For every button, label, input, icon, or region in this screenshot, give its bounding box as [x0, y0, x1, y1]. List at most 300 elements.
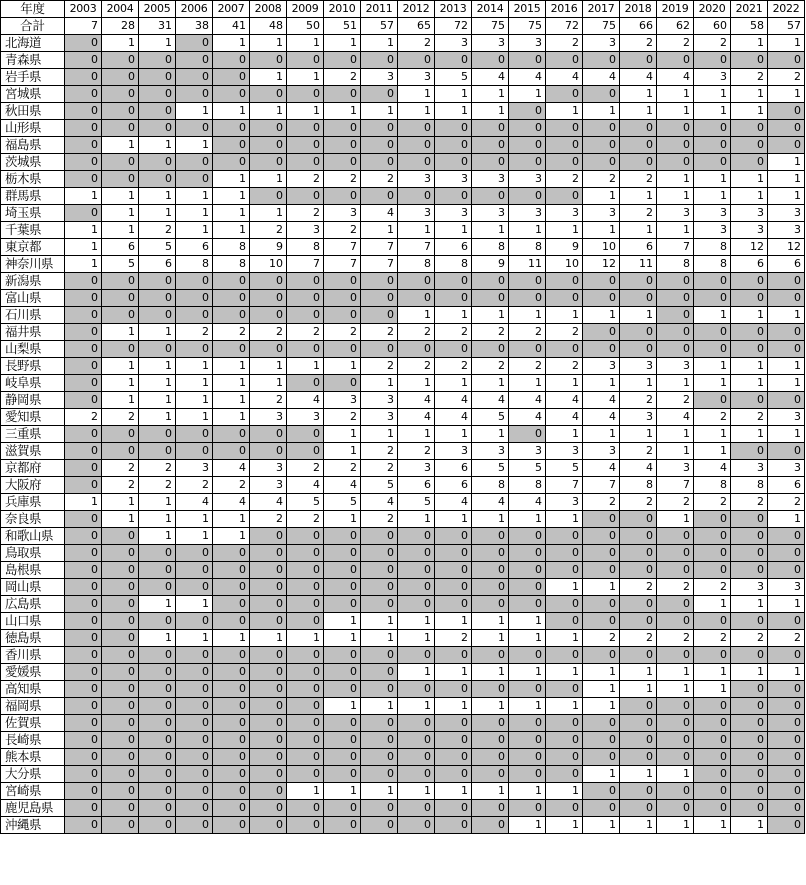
value-cell: 0	[398, 749, 435, 766]
value-cell: 1	[398, 511, 435, 528]
value-cell: 1	[694, 103, 731, 120]
value-cell: 1	[472, 426, 509, 443]
value-cell: 1	[213, 409, 250, 426]
value-cell: 0	[509, 545, 546, 562]
prefecture-name: 鹿児島県	[1, 800, 65, 817]
year-header-17: 2020	[694, 1, 731, 18]
value-cell: 0	[324, 188, 361, 205]
value-cell: 0	[657, 715, 694, 732]
value-cell: 0	[213, 749, 250, 766]
year-header-11: 2014	[472, 1, 509, 18]
value-cell: 0	[546, 732, 583, 749]
value-cell: 0	[65, 460, 102, 477]
value-cell: 1	[213, 222, 250, 239]
value-cell: 0	[731, 52, 768, 69]
value-cell: 0	[620, 647, 657, 664]
value-cell: 2	[620, 579, 657, 596]
value-cell: 0	[472, 562, 509, 579]
value-cell: 3	[657, 205, 694, 222]
value-cell: 0	[694, 766, 731, 783]
value-cell: 0	[139, 443, 176, 460]
table-row	[1, 783, 805, 800]
value-cell: 2	[250, 324, 287, 341]
value-cell: 12	[768, 239, 805, 256]
value-cell: 0	[361, 800, 398, 817]
value-cell: 1	[694, 307, 731, 324]
value-cell: 0	[694, 290, 731, 307]
value-cell: 2	[472, 358, 509, 375]
value-cell: 0	[509, 596, 546, 613]
value-cell: 1	[324, 443, 361, 460]
value-cell: 3	[509, 443, 546, 460]
value-cell: 0	[509, 579, 546, 596]
value-cell: 0	[694, 120, 731, 137]
value-cell: 2	[731, 69, 768, 86]
value-cell: 3	[583, 35, 620, 52]
table-row	[1, 426, 805, 443]
value-cell: 0	[287, 596, 324, 613]
value-cell: 0	[213, 137, 250, 154]
value-cell: 2	[546, 171, 583, 188]
value-cell: 1	[213, 392, 250, 409]
value-cell: 1	[213, 205, 250, 222]
value-cell: 0	[65, 137, 102, 154]
value-cell: 0	[398, 817, 435, 834]
value-cell: 0	[509, 749, 546, 766]
value-cell: 0	[102, 766, 139, 783]
value-cell: 0	[250, 613, 287, 630]
prefecture-name: 高知県	[1, 681, 65, 698]
value-cell: 3	[435, 171, 472, 188]
prefecture-name: 東京都	[1, 239, 65, 256]
prefecture-name: 千葉県	[1, 222, 65, 239]
value-cell: 1	[509, 222, 546, 239]
value-cell: 0	[435, 120, 472, 137]
value-cell: 1	[583, 817, 620, 834]
value-cell: 0	[324, 375, 361, 392]
total-cell: 28	[102, 18, 139, 35]
value-cell: 1	[102, 188, 139, 205]
value-cell: 6	[435, 477, 472, 494]
value-cell: 0	[361, 307, 398, 324]
value-cell: 0	[213, 766, 250, 783]
value-cell: 1	[398, 222, 435, 239]
value-cell: 7	[324, 239, 361, 256]
value-cell: 0	[472, 120, 509, 137]
value-cell: 0	[176, 732, 213, 749]
value-cell: 4	[509, 409, 546, 426]
value-cell: 0	[102, 426, 139, 443]
value-cell: 0	[435, 562, 472, 579]
value-cell: 0	[139, 52, 176, 69]
prefecture-name: 山口県	[1, 613, 65, 630]
value-cell: 0	[435, 715, 472, 732]
value-cell: 2	[768, 630, 805, 647]
value-cell: 0	[546, 137, 583, 154]
value-cell: 2	[361, 511, 398, 528]
value-cell: 0	[398, 341, 435, 358]
value-cell: 2	[139, 222, 176, 239]
value-cell: 0	[176, 69, 213, 86]
value-cell: 0	[620, 137, 657, 154]
value-cell: 0	[435, 800, 472, 817]
value-cell: 12	[583, 256, 620, 273]
value-cell: 0	[620, 341, 657, 358]
prefecture-name: 岩手県	[1, 69, 65, 86]
value-cell: 0	[546, 154, 583, 171]
table-row	[1, 103, 805, 120]
value-cell: 1	[472, 698, 509, 715]
table-row	[1, 528, 805, 545]
value-cell: 0	[472, 290, 509, 307]
value-cell: 1	[768, 188, 805, 205]
value-cell: 0	[324, 137, 361, 154]
value-cell: 0	[65, 545, 102, 562]
table-row	[1, 409, 805, 426]
value-cell: 0	[768, 392, 805, 409]
value-cell: 5	[139, 239, 176, 256]
value-cell: 1	[509, 511, 546, 528]
value-cell: 1	[176, 205, 213, 222]
value-cell: 1	[768, 664, 805, 681]
value-cell: 1	[435, 375, 472, 392]
value-cell: 8	[287, 239, 324, 256]
value-cell: 0	[139, 171, 176, 188]
value-cell: 1	[139, 188, 176, 205]
value-cell: 1	[620, 681, 657, 698]
value-cell: 0	[509, 647, 546, 664]
value-cell: 0	[102, 800, 139, 817]
value-cell: 4	[435, 392, 472, 409]
value-cell: 0	[65, 749, 102, 766]
table-row	[1, 749, 805, 766]
value-cell: 0	[65, 426, 102, 443]
value-cell: 0	[546, 273, 583, 290]
value-cell: 7	[324, 256, 361, 273]
value-cell: 1	[361, 222, 398, 239]
value-cell: 4	[287, 392, 324, 409]
value-cell: 1	[620, 103, 657, 120]
value-cell: 0	[583, 613, 620, 630]
value-cell: 2	[694, 630, 731, 647]
value-cell: 2	[620, 392, 657, 409]
table-row	[1, 358, 805, 375]
value-cell: 0	[102, 86, 139, 103]
value-cell: 1	[694, 375, 731, 392]
year-header-15: 2018	[620, 1, 657, 18]
value-cell: 1	[287, 103, 324, 120]
value-cell: 1	[731, 171, 768, 188]
value-cell: 1	[546, 817, 583, 834]
prefecture-name: 和歌山県	[1, 528, 65, 545]
prefecture-name: 島根県	[1, 562, 65, 579]
value-cell: 6	[620, 239, 657, 256]
total-cell: 72	[435, 18, 472, 35]
value-cell: 3	[509, 171, 546, 188]
value-cell: 1	[657, 426, 694, 443]
value-cell: 0	[176, 154, 213, 171]
value-cell: 1	[250, 69, 287, 86]
value-cell: 1	[768, 511, 805, 528]
value-cell: 0	[213, 52, 250, 69]
value-cell: 1	[250, 171, 287, 188]
value-cell: 8	[509, 239, 546, 256]
table-row	[1, 290, 805, 307]
value-cell: 0	[287, 681, 324, 698]
value-cell: 0	[324, 732, 361, 749]
value-cell: 1	[176, 375, 213, 392]
value-cell: 5	[546, 460, 583, 477]
value-cell: 0	[694, 392, 731, 409]
value-cell: 0	[620, 290, 657, 307]
value-cell: 4	[361, 205, 398, 222]
value-cell: 0	[694, 732, 731, 749]
value-cell: 1	[472, 103, 509, 120]
value-cell: 0	[250, 290, 287, 307]
value-cell: 2	[583, 171, 620, 188]
value-cell: 1	[102, 222, 139, 239]
value-cell: 1	[361, 613, 398, 630]
value-cell: 0	[324, 647, 361, 664]
prefecture-name: 愛知県	[1, 409, 65, 426]
value-cell: 0	[65, 477, 102, 494]
value-cell: 0	[102, 443, 139, 460]
value-cell: 0	[435, 341, 472, 358]
value-cell: 0	[65, 511, 102, 528]
table-row	[1, 443, 805, 460]
value-cell: 0	[361, 341, 398, 358]
value-cell: 4	[361, 494, 398, 511]
value-cell: 0	[139, 613, 176, 630]
value-cell: 0	[324, 273, 361, 290]
value-cell: 0	[65, 375, 102, 392]
value-cell: 1	[731, 358, 768, 375]
value-cell: 3	[324, 205, 361, 222]
value-cell: 1	[176, 222, 213, 239]
value-cell: 1	[546, 426, 583, 443]
value-cell: 0	[176, 562, 213, 579]
value-cell: 1	[435, 613, 472, 630]
value-cell: 4	[694, 460, 731, 477]
value-cell: 4	[509, 69, 546, 86]
value-cell: 0	[768, 732, 805, 749]
value-cell: 0	[361, 596, 398, 613]
value-cell: 1	[657, 188, 694, 205]
value-cell: 2	[620, 443, 657, 460]
value-cell: 2	[250, 511, 287, 528]
value-cell: 0	[213, 273, 250, 290]
value-cell: 2	[620, 205, 657, 222]
value-cell: 5	[509, 460, 546, 477]
value-cell: 0	[213, 562, 250, 579]
value-cell: 0	[583, 783, 620, 800]
value-cell: 1	[250, 103, 287, 120]
value-cell: 1	[583, 698, 620, 715]
value-cell: 3	[694, 205, 731, 222]
table-row	[1, 545, 805, 562]
value-cell: 0	[546, 766, 583, 783]
value-cell: 0	[768, 681, 805, 698]
value-cell: 1	[398, 783, 435, 800]
value-cell: 0	[398, 120, 435, 137]
value-cell: 1	[620, 817, 657, 834]
value-cell: 0	[657, 273, 694, 290]
total-row	[1, 18, 805, 35]
value-cell: 2	[657, 630, 694, 647]
value-cell: 2	[620, 171, 657, 188]
value-cell: 0	[176, 86, 213, 103]
value-cell: 0	[546, 545, 583, 562]
prefecture-name: 富山県	[1, 290, 65, 307]
value-cell: 4	[398, 409, 435, 426]
value-cell: 1	[398, 630, 435, 647]
value-cell: 1	[435, 783, 472, 800]
value-cell: 0	[287, 664, 324, 681]
value-cell: 0	[398, 188, 435, 205]
value-cell: 6	[435, 460, 472, 477]
value-cell: 0	[324, 528, 361, 545]
value-cell: 3	[361, 69, 398, 86]
value-cell: 3	[472, 205, 509, 222]
value-cell: 0	[324, 341, 361, 358]
value-cell: 0	[213, 681, 250, 698]
value-cell: 0	[472, 545, 509, 562]
year-header-5: 2008	[250, 1, 287, 18]
value-cell: 0	[250, 137, 287, 154]
value-cell: 0	[768, 341, 805, 358]
value-cell: 1	[176, 103, 213, 120]
value-cell: 3	[694, 69, 731, 86]
value-cell: 0	[509, 188, 546, 205]
value-cell: 0	[287, 715, 324, 732]
value-cell: 1	[139, 494, 176, 511]
total-cell: 65	[398, 18, 435, 35]
value-cell: 0	[583, 273, 620, 290]
value-cell: 3	[546, 494, 583, 511]
value-cell: 0	[361, 647, 398, 664]
table-row	[1, 154, 805, 171]
table-row	[1, 375, 805, 392]
value-cell: 1	[324, 426, 361, 443]
value-cell: 7	[361, 239, 398, 256]
value-cell: 4	[583, 460, 620, 477]
value-cell: 0	[65, 86, 102, 103]
value-cell: 3	[398, 205, 435, 222]
value-cell: 0	[287, 817, 324, 834]
prefecture-name: 石川県	[1, 307, 65, 324]
value-cell: 3	[324, 392, 361, 409]
year-header-7: 2010	[324, 1, 361, 18]
value-cell: 0	[102, 630, 139, 647]
year-header-0: 2003	[65, 1, 102, 18]
table-row	[1, 256, 805, 273]
value-cell: 3	[768, 205, 805, 222]
prefecture-name: 熊本県	[1, 749, 65, 766]
value-cell: 2	[176, 324, 213, 341]
value-cell: 6	[176, 239, 213, 256]
value-cell: 4	[546, 409, 583, 426]
value-cell: 0	[583, 647, 620, 664]
total-cell: 57	[768, 18, 805, 35]
value-cell: 1	[213, 35, 250, 52]
value-cell: 0	[287, 273, 324, 290]
value-cell: 1	[65, 256, 102, 273]
total-cell: 51	[324, 18, 361, 35]
value-cell: 0	[472, 273, 509, 290]
value-cell: 0	[546, 120, 583, 137]
value-cell: 4	[472, 69, 509, 86]
value-cell: 0	[361, 681, 398, 698]
value-cell: 0	[361, 273, 398, 290]
value-cell: 0	[250, 732, 287, 749]
value-cell: 0	[546, 749, 583, 766]
value-cell: 0	[509, 137, 546, 154]
value-cell: 0	[472, 715, 509, 732]
value-cell: 1	[398, 698, 435, 715]
value-cell: 0	[139, 120, 176, 137]
value-cell: 3	[398, 460, 435, 477]
value-cell: 0	[102, 69, 139, 86]
value-cell: 1	[731, 307, 768, 324]
value-cell: 3	[731, 579, 768, 596]
value-cell: 0	[324, 120, 361, 137]
value-cell: 0	[546, 188, 583, 205]
table-row	[1, 579, 805, 596]
value-cell: 3	[176, 460, 213, 477]
value-cell: 0	[102, 341, 139, 358]
value-cell: 1	[435, 664, 472, 681]
value-cell: 8	[472, 239, 509, 256]
value-cell: 1	[324, 358, 361, 375]
value-cell: 2	[546, 358, 583, 375]
value-cell: 0	[139, 732, 176, 749]
value-cell: 0	[65, 647, 102, 664]
value-cell: 0	[139, 681, 176, 698]
value-cell: 0	[65, 358, 102, 375]
value-cell: 2	[287, 171, 324, 188]
value-cell: 0	[731, 562, 768, 579]
value-cell: 1	[583, 664, 620, 681]
table-row	[1, 562, 805, 579]
value-cell: 0	[65, 800, 102, 817]
value-cell: 0	[657, 52, 694, 69]
value-cell: 1	[583, 307, 620, 324]
value-cell: 0	[509, 681, 546, 698]
value-cell: 3	[435, 205, 472, 222]
table-row	[1, 698, 805, 715]
value-cell: 1	[398, 426, 435, 443]
value-cell: 1	[583, 426, 620, 443]
table-row	[1, 647, 805, 664]
total-cell: 62	[657, 18, 694, 35]
value-cell: 2	[620, 494, 657, 511]
value-cell: 2	[102, 460, 139, 477]
value-cell: 0	[546, 800, 583, 817]
value-cell: 1	[583, 766, 620, 783]
year-header-13: 2016	[546, 1, 583, 18]
table-row	[1, 324, 805, 341]
prefecture-name: 新潟県	[1, 273, 65, 290]
value-cell: 0	[509, 52, 546, 69]
value-cell: 0	[65, 766, 102, 783]
value-cell: 0	[250, 307, 287, 324]
value-cell: 0	[435, 732, 472, 749]
value-cell: 1	[731, 596, 768, 613]
value-cell: 1	[361, 426, 398, 443]
value-cell: 1	[583, 375, 620, 392]
value-cell: 0	[176, 698, 213, 715]
value-cell: 0	[546, 52, 583, 69]
